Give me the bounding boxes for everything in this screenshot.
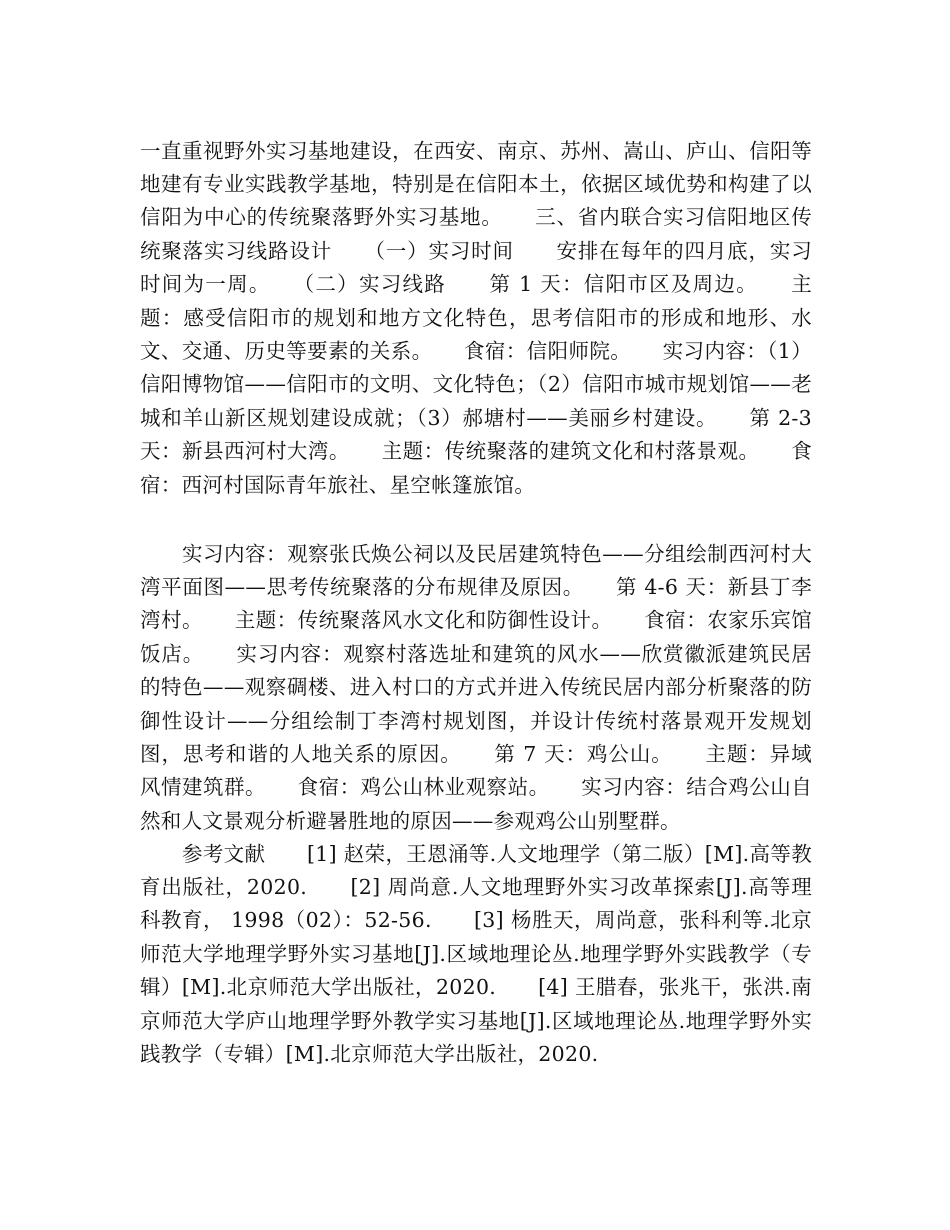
body-paragraph-field-trip-route: 一直重视野外实习基地建设，在西安、南京、苏州、嵩山、庐山、信阳等地建有专业实践教学基地，特别是在信阳本土，依据区域优势和构建了以信阳为中心的传统聚落野外实习基地。 三、省内联合实习信阳地区传统聚落实习线路设计 （一）实习时间 安排在每年的四月底，实习时间为一周。 （二）实习线路 第 1 天：信阳市区及周边。 主题：感受信阳市的规划和地方文化特色，思考信阳市的形成和地形、水文、交通、历史等要素的关系。 食宿：信阳师院。 实习内容：（1）信阳博物馆——信阳市的文明、文化特色；（2）信阳市城市规划馆——老城和羊山新区规划建设成就；（3）郝塘村——美丽乡村建设。 第 2-3 天：新县西河村大湾。 主题：传统聚落的建筑文化和村落景观。 食宿：西河村国际青年旅社、星空帐篷旅馆。 xyxy=(140,138,812,497)
references-paragraph: 参考文献 [1] 赵荣，王恩涌等.人文地理学（第二版）[M].高等教育出版社，2020. [2] 周尚意.人文地理野外实习改革探索[J].高等理科教育， 1998（02）：52-56. [3] 杨胜天，周尚意，张科利等.北京师范大学地理学野外实习基地[J].区域地理论丛.地理学野外实践教学（专辑）[M].北京师范大学出版社，2020. [4] 王腊春，张兆干，张洪.南京师范大学庐山地理学野外教学实习基地[J].区域地理论丛.地理学野外实践教学（专辑）[M].北京师范大学出版社，2020. xyxy=(140,841,812,1066)
body-paragraph-practice-content: 实习内容：观察张氏焕公祠以及民居建筑特色——分组绘制西河村大湾平面图——思考传统聚落的分布规律及原因。 第 4-6 天：新县丁李湾村。 主题：传统聚落风水文化和防御性设计。 食宿：农家乐宾馆饭店。 实习内容：观察村落选址和建筑的风水——欣赏徽派建筑民居的特色——观察碉楼、进入村口的方式并进入传统民居内部分析聚落的防御性设计——分组绘制丁李湾村规划图，并设计传统村落景观开发规划图，思考和谐的人地关系的原因。 第 7 天：鸡公山。 主题：异域风情建筑群。 食宿：鸡公山林业观察站。 实习内容：结合鸡公山自然和人文景观分析避暑胜地的原因——参观鸡公山别墅群。 xyxy=(140,541,812,833)
